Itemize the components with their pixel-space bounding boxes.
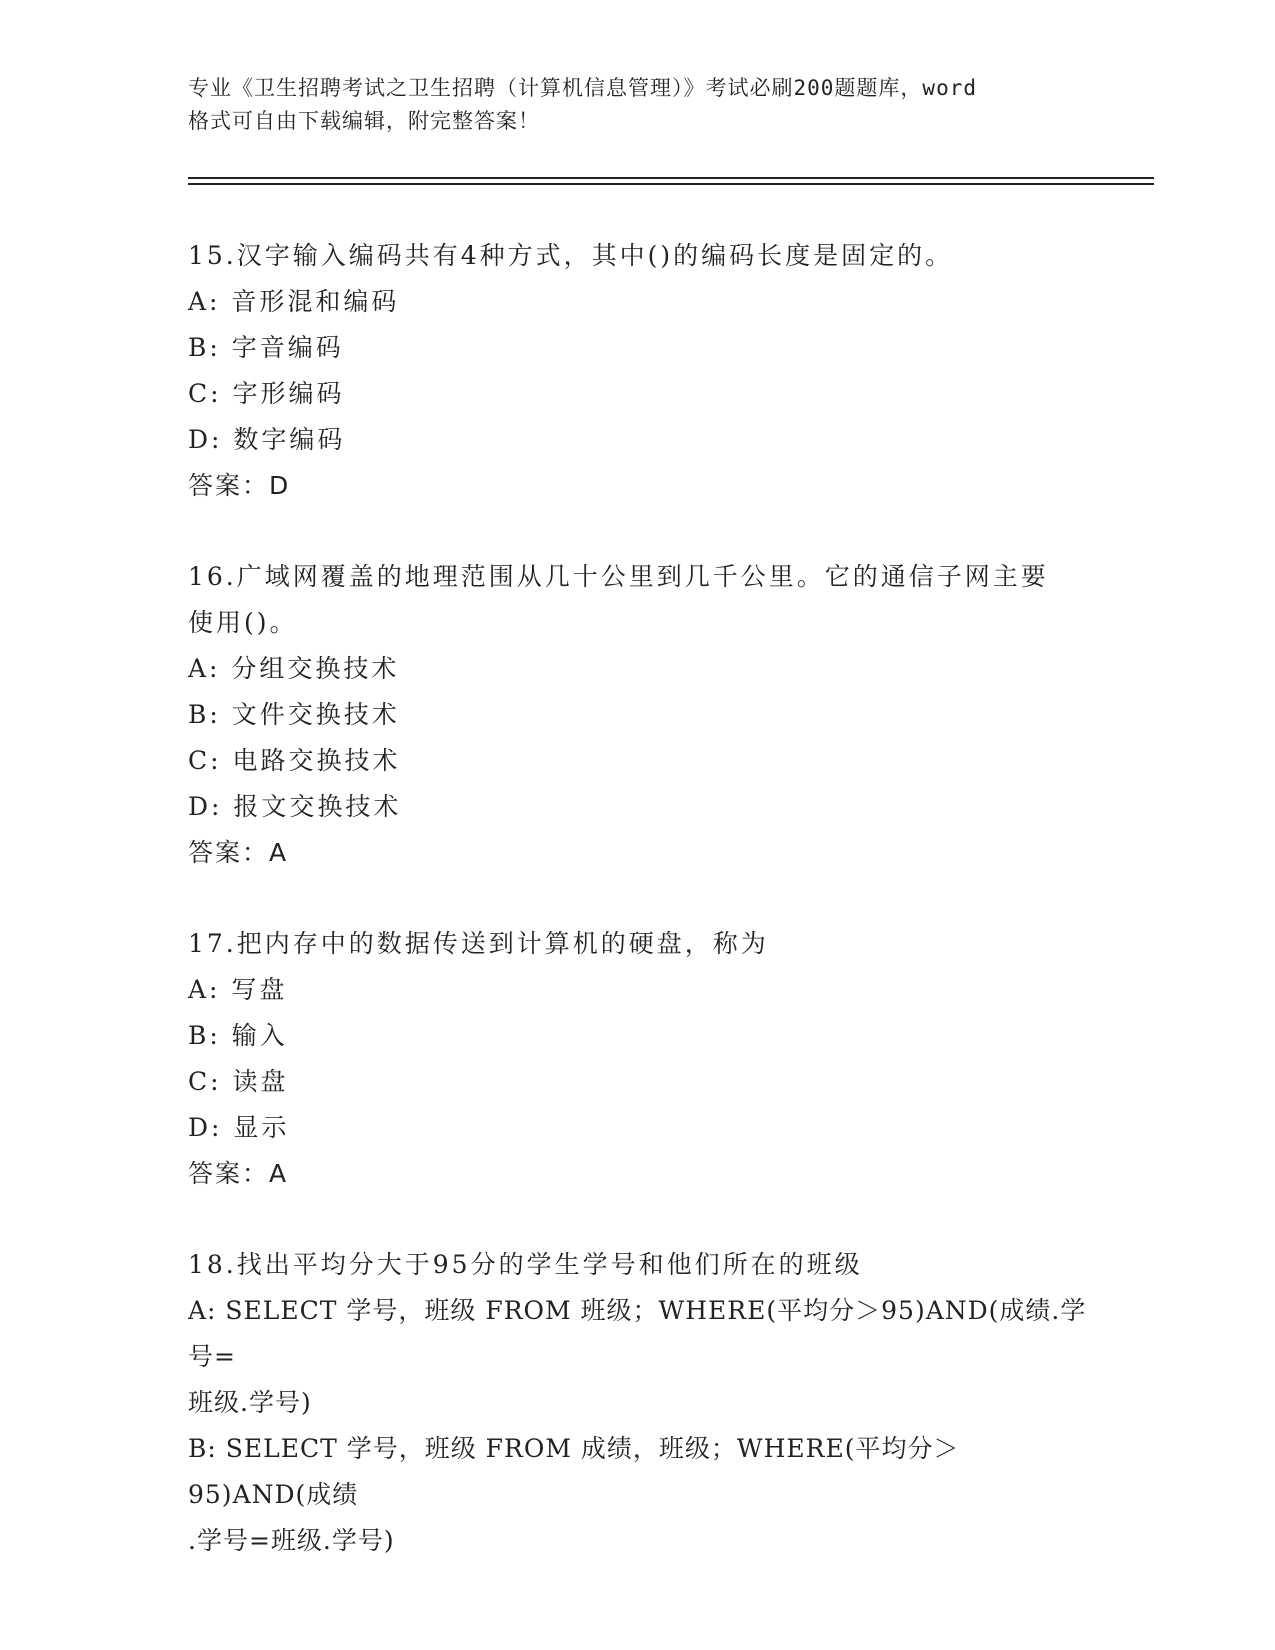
header-divider-top bbox=[188, 177, 1154, 179]
option-c: C: 读盘 bbox=[188, 1067, 289, 1096]
option-a: A: 写盘 bbox=[188, 975, 288, 1004]
question-17 bbox=[188, 921, 1088, 1197]
question-list bbox=[188, 233, 1088, 1609]
question-text: 16.广域网覆盖的地理范围从几十公里到几千公里。它的通信子网主要 使用()。 bbox=[188, 562, 1049, 637]
option-c: C: 电路交换技术 bbox=[188, 746, 401, 775]
question-16 bbox=[188, 554, 1088, 876]
option-c: C: 字形编码 bbox=[188, 379, 345, 408]
header-line-2: 格式可自由下载编辑，附完整答案！ bbox=[188, 109, 540, 133]
option-b: B: SELECT 学号，班级 FROM 成绩，班级；WHERE(平均分＞95)AND(成绩 .学号=班级.学号) bbox=[188, 1434, 960, 1555]
question-15 bbox=[188, 233, 1088, 509]
option-d: D: 报文交换技术 bbox=[188, 792, 402, 821]
option-a: A: SELECT 学号，班级 FROM 班级；WHERE(平均分＞95)AND(成绩.学号= 班级.学号) bbox=[188, 1296, 1087, 1417]
option-a: A: 分组交换技术 bbox=[188, 654, 400, 683]
question-18 bbox=[188, 1242, 1088, 1564]
answer: 答案：A bbox=[188, 838, 289, 867]
option-b: B: 文件交换技术 bbox=[188, 700, 400, 729]
question-text: 18.找出平均分大于95分的学生学号和他们所在的班级 bbox=[188, 1250, 863, 1279]
option-b: B: 字音编码 bbox=[188, 333, 344, 362]
option-d: D: 数字编码 bbox=[188, 425, 346, 454]
option-a: A: 音形混和编码 bbox=[188, 287, 400, 316]
question-text: 17.把内存中的数据传送到计算机的硬盘，称为 bbox=[188, 929, 769, 958]
header-line-1: 专业《卫生招聘考试之卫生招聘（计算机信息管理）》考试必刷200题题库，word bbox=[188, 76, 977, 100]
answer: 答案：A bbox=[188, 1159, 289, 1188]
option-d: D: 显示 bbox=[188, 1113, 290, 1142]
option-b: B: 输入 bbox=[188, 1021, 288, 1050]
answer: 答案：D bbox=[188, 471, 291, 500]
header-divider-bottom bbox=[188, 183, 1154, 185]
question-text: 15.汉字输入编码共有4种方式，其中()的编码长度是固定的。 bbox=[188, 241, 954, 270]
document-header bbox=[188, 72, 1088, 138]
